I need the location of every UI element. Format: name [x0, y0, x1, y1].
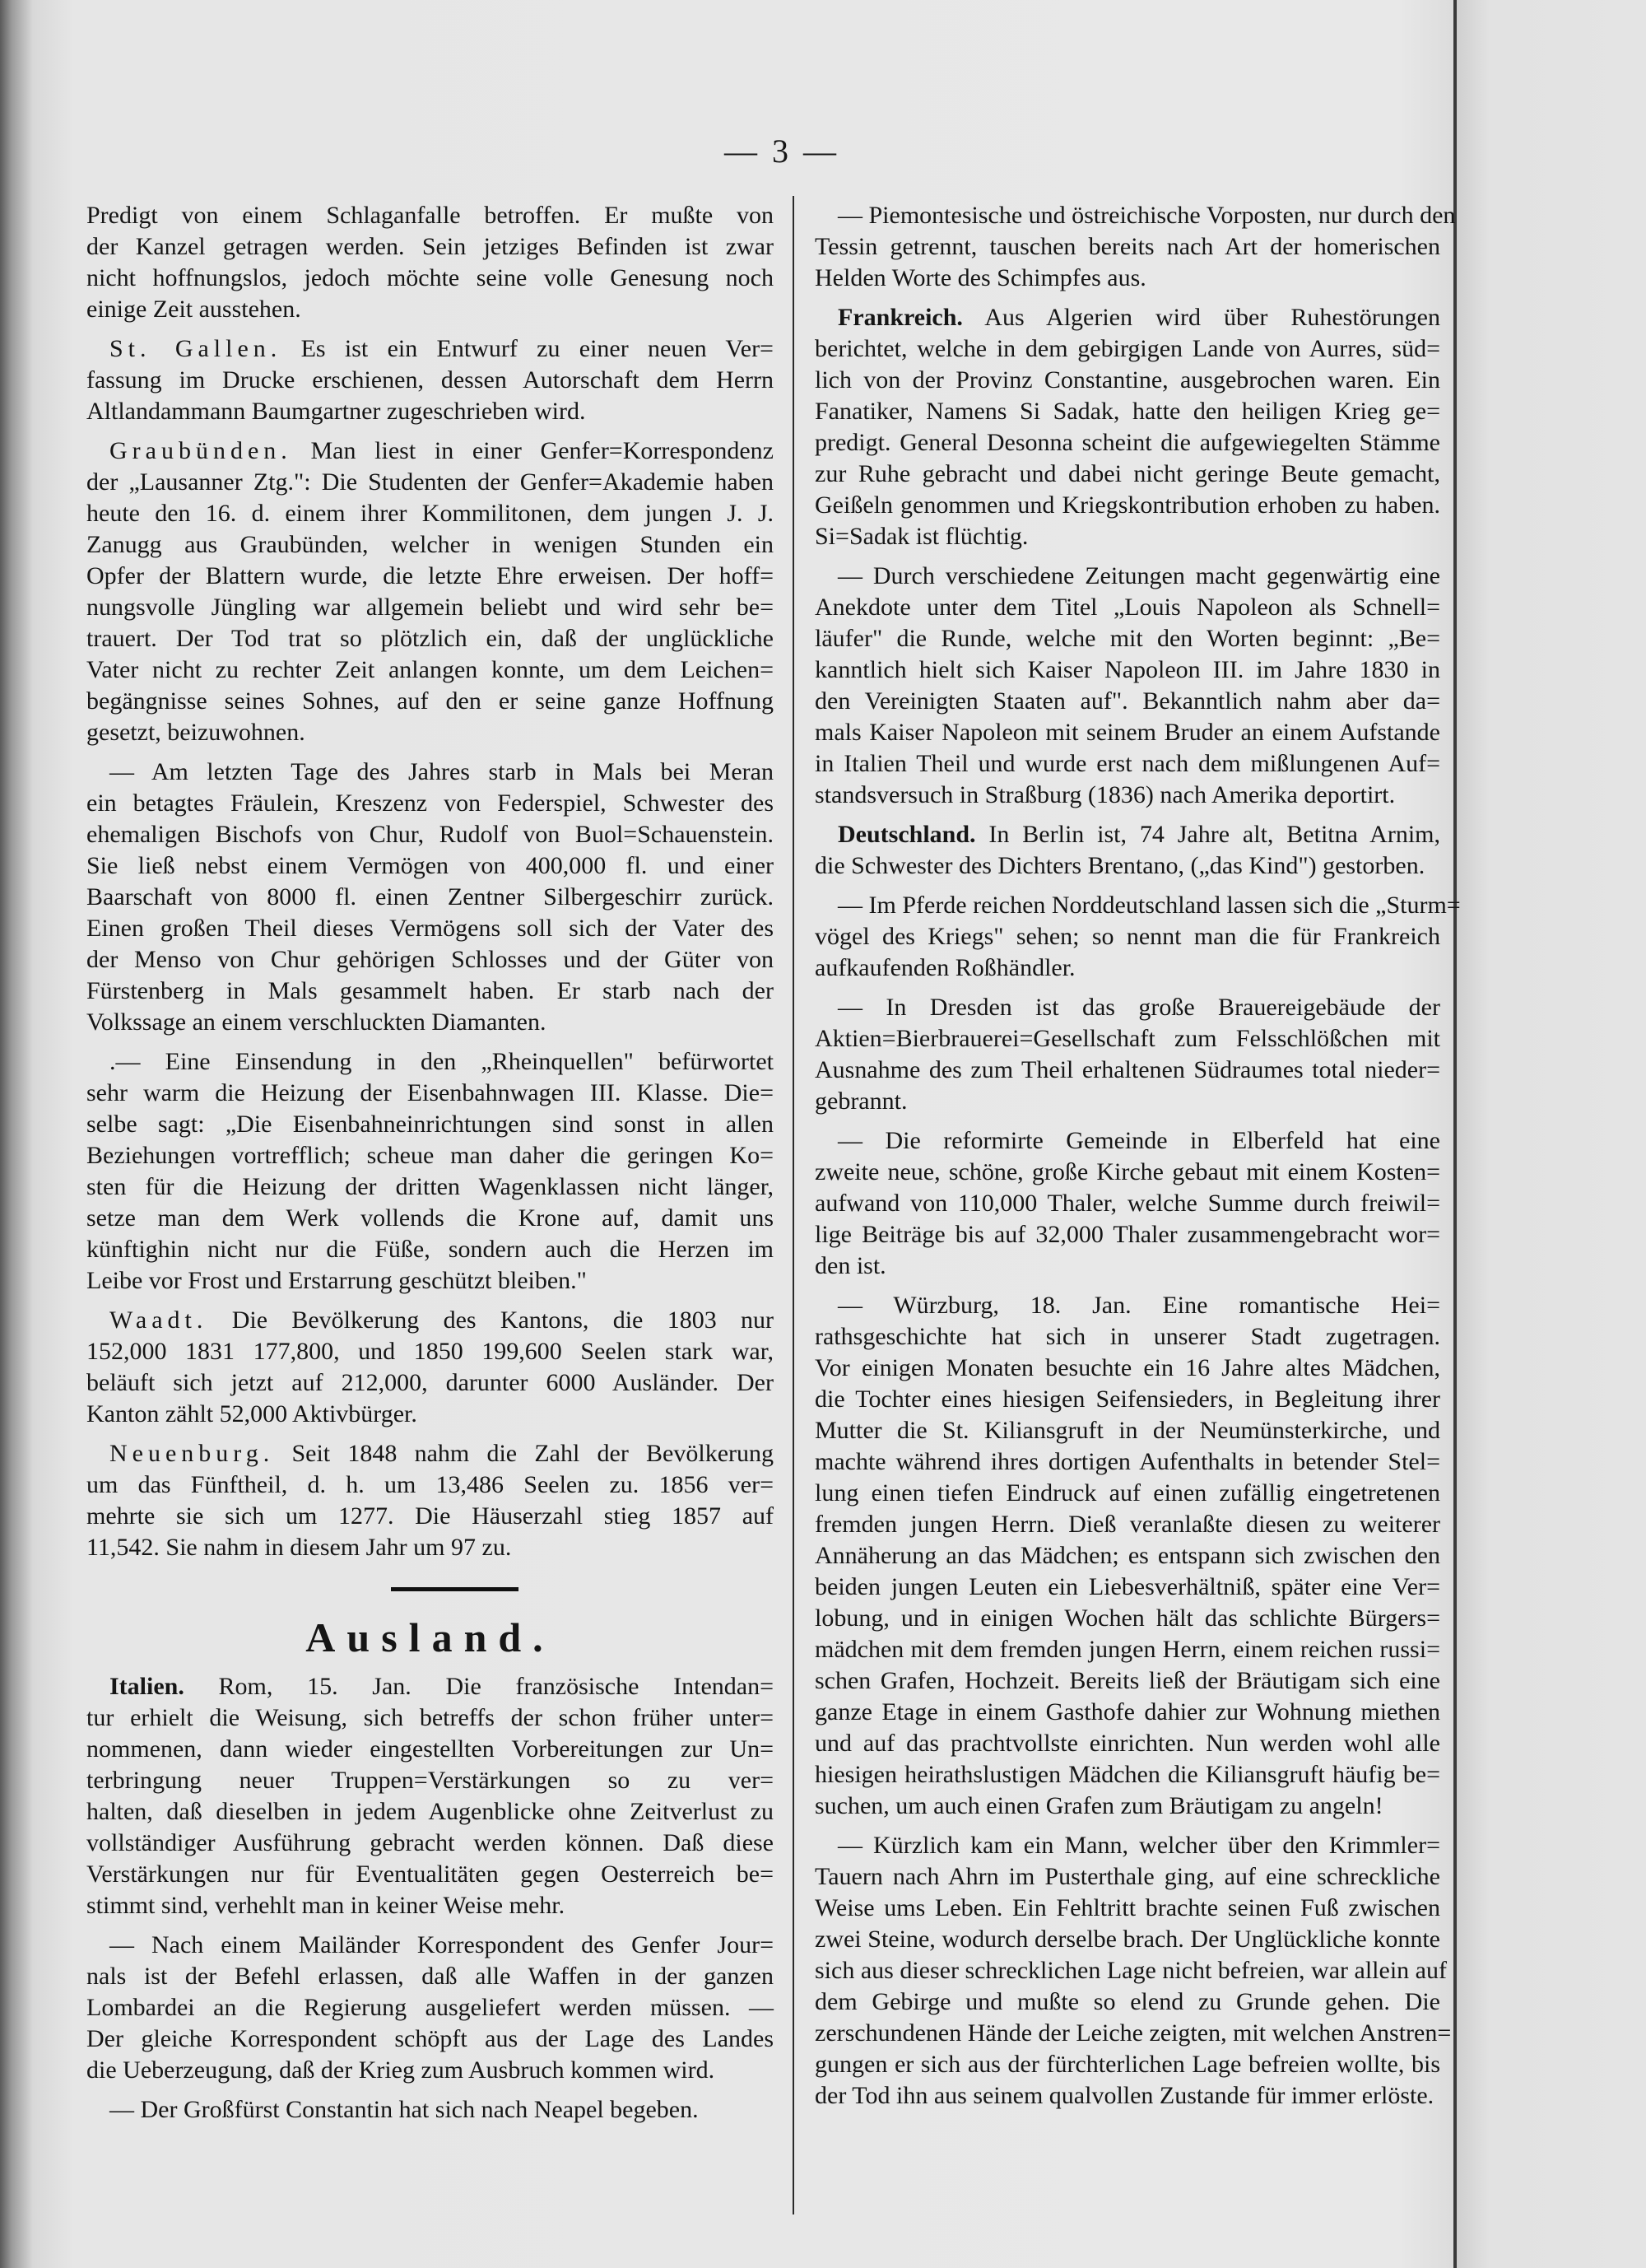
text-line [86, 1078, 774, 1109]
text-line [815, 490, 1440, 521]
text-line [815, 1665, 1440, 1697]
text-line [86, 882, 774, 913]
line-text: fremden jungen Herrn. Dieß veranlaßte diesen zu weiterer [815, 1511, 1440, 1538]
text-line [86, 1796, 774, 1828]
text-line [815, 1250, 1440, 1282]
line-text: künftighin nicht nur die Füße, sondern auch die Herzen im [86, 1236, 774, 1263]
text-line [815, 1321, 1440, 1353]
text-line [86, 263, 774, 294]
article-paragraph [86, 757, 774, 1038]
text-line [86, 717, 774, 748]
line-text: 11,542. Sie nahm in diesem Jahr um 97 zu. [86, 1534, 512, 1561]
line-text: gungen er sich aus der fürchterlichen Lage befreien wollte, bis [815, 2051, 1440, 2078]
line-text: um das Fünftheil, d. h. um 13,486 Seelen zu. 1856 ver= [86, 1471, 774, 1498]
article-paragraph [86, 1438, 774, 1563]
text-line [86, 333, 774, 365]
text-line [86, 561, 774, 592]
line-text: Sie ließ nebst einem Vermögen von 400,000 fl. und einer [86, 852, 774, 879]
line-text: beiden jungen Leuten ein Liebesverhältniß, später eine Ver= [815, 1573, 1440, 1600]
text-line [86, 1265, 774, 1297]
article-lead: Italien. [109, 1673, 184, 1700]
line-text: — Piemontesische und östreichische Vorposten, nur durch den [838, 202, 1456, 229]
line-text: den Vereinigten Staaten auf". Bekanntlich nahm aber da= [815, 687, 1440, 715]
article-paragraph [815, 200, 1456, 294]
article-paragraph [86, 1930, 774, 2086]
text-line [815, 2049, 1440, 2080]
text-line [86, 850, 774, 882]
text-line [86, 498, 774, 529]
text-line [815, 2080, 1440, 2112]
article-paragraph [815, 890, 1461, 984]
line-text: rathsgeschichte hat sich in unserer Stadt zugetragen. [815, 1323, 1440, 1350]
text-line [815, 1830, 1440, 1861]
text-line [86, 913, 774, 944]
line-text: Anekdote unter dem Titel „Louis Napoleon als Schnell= [815, 594, 1440, 621]
text-line [815, 1446, 1440, 1478]
line-text: Aus Algerien wird über Ruhestörungen [962, 304, 1440, 331]
line-text: gesetzt, beizuwohnen. [86, 719, 305, 746]
line-text: sten für die Heizung der dritten Wagenklassen nicht länger, [86, 1173, 774, 1200]
line-text: Vater nicht zu rechter Zeit anlangen konnte, um dem Leichen= [86, 656, 774, 683]
line-text: Opfer der Blattern wurde, die letzte Ehre erweisen. Der hoff= [86, 562, 774, 589]
line-text: standsversuch in Straßburg (1836) nach Amerika deportirt. [815, 781, 1396, 808]
line-text: Predigt von einem Schlaganfalle betroffen. Er mußte von [86, 202, 774, 229]
line-text: setze man dem Werk vollends die Krone auf, damit uns [86, 1204, 774, 1232]
article-paragraph [815, 561, 1440, 811]
line-text: — Kürzlich kam ein Mann, welcher über den Krimmler= [838, 1832, 1440, 1859]
line-text: vollständiger Ausführung gebracht werden können. Daß diese [86, 1829, 774, 1856]
text-line [86, 294, 774, 325]
line-text: fassung im Drucke erschienen, dessen Autorschaft dem Herrn [86, 366, 774, 394]
text-line [815, 1219, 1440, 1250]
article-paragraph [86, 333, 774, 427]
line-text: kanntlich hielt sich Kaiser Napoleon III. im Jahre 1830 in [815, 656, 1440, 683]
article-paragraph [86, 1671, 774, 1921]
article-paragraph [86, 435, 774, 748]
text-line [86, 1961, 774, 1992]
line-text: selbe sagt: „Die Eisenbahneinrichtungen sind sonst in allen [86, 1111, 774, 1138]
text-line [86, 1930, 774, 1961]
line-text: aufkaufenden Roßhändler. [815, 954, 1076, 981]
text-line [815, 1478, 1440, 1509]
line-text: zur Ruhe gebracht und dabei nicht geringe Beute gemacht, [815, 460, 1440, 487]
text-line [86, 1671, 774, 1702]
text-line [815, 992, 1440, 1023]
text-line [86, 1702, 774, 1734]
line-text: Fürstenberg in Mals gesammelt haben. Er starb nach der [86, 977, 774, 1004]
line-text: terbringung neuer Truppen=Verstärkungen so zu ver= [86, 1767, 774, 1794]
text-line [86, 1046, 774, 1078]
text-line [86, 1140, 774, 1171]
text-line [86, 1859, 774, 1890]
text-line [815, 890, 1461, 921]
text-line [86, 2094, 774, 2126]
line-text: — Würzburg, 18. Jan. Eine romantische Hei= [838, 1292, 1440, 1319]
line-text: Mutter die St. Kiliansgruft in der Neumünsterkirche, und [815, 1417, 1440, 1444]
line-text: Volkssage an einem verschluckten Diamanten. [86, 1008, 546, 1036]
text-line [86, 2024, 774, 2055]
text-line [815, 1759, 1440, 1791]
line-text: Fanatiker, Namens Si Sadak, hatte den heiligen Krieg ge= [815, 398, 1440, 425]
left-column-bottom [86, 1671, 774, 2134]
line-text: Rom, 15. Jan. Die französische Intendan= [184, 1673, 774, 1700]
line-text: ganze Etage in einem Gasthofe dahier zur Wohnung miethen [815, 1698, 1440, 1725]
line-text: — Am letzten Tage des Jahres starb in Mals bei Meran [109, 758, 774, 785]
line-text: Kanton zählt 52,000 Aktivbürger. [86, 1400, 417, 1427]
text-line [815, 1893, 1440, 1924]
right-column [815, 200, 1461, 2120]
line-text: sehr warm die Heizung der Eisenbahnwagen III. Klasse. Die= [86, 1079, 774, 1106]
line-text: 152,000 1831 177,800, und 1850 199,600 Seelen stark war, [86, 1338, 774, 1365]
line-text: — Der Großfürst Constantin hat sich nach Neapel begeben. [109, 2096, 699, 2123]
line-text: Geißeln genommen und Kriegskontribution erhoben zu haben. [815, 491, 1440, 519]
line-text: dem Gebirge und mußte so elend zu Grunde gehen. Die [815, 1988, 1440, 2015]
text-line [86, 1734, 774, 1765]
line-text: Seit 1848 nahm die Zahl der Bevölkerung [274, 1440, 774, 1467]
text-line [815, 1086, 1440, 1117]
line-text: — In Dresden ist das große Brauereigebäude der [838, 994, 1440, 1021]
text-line [815, 1603, 1440, 1634]
line-text: berichtet, welche in dem gebirgigen Lande von Aurres, süd= [815, 335, 1440, 362]
line-text: nicht hoffnungslos, jedoch möchte seine volle Genesung noch [86, 264, 774, 291]
text-line [815, 717, 1440, 748]
text-line [815, 1384, 1440, 1415]
article-lead: Waadt. [109, 1306, 208, 1334]
line-text: lich von der Provinz Constantine, ausgebrochen waren. Ein [815, 366, 1440, 394]
line-text: läufer" die Runde, welche mit den Worten beginnt: „Be= [815, 625, 1440, 652]
column-divider [793, 196, 794, 2214]
line-text: Die Bevölkerung des Kantons, die 1803 nur [207, 1306, 774, 1334]
text-line [815, 921, 1440, 952]
line-text: den ist. [815, 1252, 886, 1279]
text-line [86, 1234, 774, 1265]
text-line [86, 623, 774, 654]
text-line [815, 1157, 1440, 1188]
line-text: hiesigen heirathslustigen Mädchen die Kiliansgruft häufig be= [815, 1761, 1440, 1788]
text-line [86, 788, 774, 819]
section-separator [391, 1587, 518, 1591]
text-line [86, 686, 774, 717]
text-line [86, 1890, 774, 1921]
line-text: heute den 16. d. einem ihrer Kommilitonen, dem jungen J. J. [86, 500, 774, 527]
article-paragraph [815, 992, 1440, 1117]
text-line [86, 944, 774, 976]
text-line [86, 2055, 774, 2086]
article-lead: Graubünden. [109, 437, 292, 464]
line-text: Der gleiche Korrespondent schöpft aus der Lage des Landes [86, 2025, 774, 2052]
text-line [86, 1532, 774, 1563]
text-line [815, 1986, 1440, 2018]
article-lead: Neuenburg. [109, 1440, 275, 1467]
text-line [86, 396, 774, 427]
line-text: machte während ihres dortigen Aufenthalts in betender Stel= [815, 1448, 1440, 1475]
page-number: — 3 — [724, 133, 839, 170]
text-line [86, 1501, 774, 1532]
line-text: der Kanzel getragen werden. Sein jetziges Befinden ist zwar [86, 233, 774, 260]
text-line [815, 1055, 1440, 1086]
line-text: Helden Worte des Schimpfes aus. [815, 264, 1146, 291]
text-line [86, 1992, 774, 2024]
text-line [86, 654, 774, 686]
line-text: sich aus dieser schrecklichen Lage nicht befreien, war allein auf [815, 1957, 1447, 1984]
line-text: — Durch verschiedene Zeitungen macht gegenwärtig eine [838, 562, 1440, 589]
text-line [86, 1399, 774, 1430]
line-text: der Menso von Chur gehörigen Schlosses und der Güter von [86, 946, 774, 973]
line-text: schen Grafen, Hochzeit. Bereits ließ der Bräutigam sich eine [815, 1667, 1440, 1694]
text-line [815, 748, 1440, 780]
text-line [86, 529, 774, 561]
line-text: beläuft sich jetzt auf 212,000, darunter 6000 Ausländer. Der [86, 1369, 774, 1396]
text-line [815, 1861, 1440, 1893]
text-line [86, 819, 774, 850]
text-line [815, 263, 1440, 294]
text-line [815, 1023, 1440, 1055]
text-line [86, 757, 774, 788]
line-text: Weise ums Leben. Ein Fehltritt brachte seinen Fuß zwischen [815, 1894, 1440, 1921]
line-text: begängnisse seines Sohnes, auf den er seine ganze Hoffnung [86, 687, 774, 715]
line-text: Beziehungen vortrefflich; scheue man daher die geringen Ko= [86, 1142, 774, 1169]
line-text: lung einen tiefen Eindruck auf einen zufällig eingetretenen [815, 1479, 1440, 1507]
text-line [815, 952, 1440, 984]
text-line [815, 521, 1440, 552]
text-line [815, 1572, 1440, 1603]
article-paragraph [86, 1046, 774, 1297]
text-line [86, 1367, 774, 1399]
line-text: Ausnahme des zum Theil erhaltenen Südraumes total nieder= [815, 1056, 1440, 1083]
page-edge [1453, 0, 1457, 2268]
adjacent-page-margin [1457, 0, 1646, 2268]
line-text: suchen, um auch einen Grafen zum Bräutigam zu angeln! [815, 1792, 1383, 1819]
line-text: Si=Sadak ist flüchtig. [815, 523, 1029, 550]
line-text: Einen großen Theil dieses Vermögens soll sich der Vater des [86, 915, 774, 942]
line-text: — Die reformirte Gemeinde in Elberfeld hat eine [838, 1127, 1440, 1154]
article-paragraph [86, 2094, 774, 2126]
text-line [86, 365, 774, 396]
text-line [815, 200, 1456, 231]
line-text: Verstärkungen nur für Eventualitäten gegen Oesterreich be= [86, 1861, 774, 1888]
text-line [86, 1336, 774, 1367]
text-line [86, 1469, 774, 1501]
text-line [815, 1924, 1440, 1955]
text-line [815, 396, 1440, 427]
line-text: halten, daß dieselben in jedem Augenblicke ohne Zeitverlust zu [86, 1798, 774, 1825]
line-text: Leibe vor Frost und Erstarrung geschützt bleiben." [86, 1267, 587, 1294]
line-text: Vor einigen Monaten besuchte ein 16 Jahre altes Mädchen, [815, 1354, 1440, 1381]
text-line [815, 654, 1440, 686]
text-line [86, 435, 774, 467]
text-line [815, 561, 1440, 592]
text-line [815, 850, 1440, 882]
line-text: In Berlin ist, 74 Jahre alt, Betitna Arnim, [975, 821, 1440, 848]
line-text: Lombardei an die Regierung ausgeliefert werden müssen. — [86, 1994, 774, 2021]
article-paragraph [815, 1290, 1440, 1822]
text-line [86, 1203, 774, 1234]
text-line [815, 592, 1440, 623]
text-line [815, 1634, 1440, 1665]
text-line [815, 1415, 1440, 1446]
text-line [815, 1728, 1440, 1759]
line-text: ein betagtes Fräulein, Kreszenz von Federspiel, Schwester des [86, 789, 774, 817]
line-text: aufwand von 110,000 Thaler, welche Summe durch freiwil= [815, 1190, 1440, 1217]
text-line [815, 623, 1440, 654]
text-line [86, 1765, 774, 1796]
text-line [815, 1697, 1440, 1728]
article-paragraph [86, 1305, 774, 1430]
line-text: vögel des Kriegs" sehen; so nennt man die für Frankreich [815, 923, 1440, 950]
line-text: der Tod ihn aus seinem qualvollen Zustande für immer erlöste. [815, 2082, 1434, 2109]
line-text: lige Beiträge bis auf 32,000 Thaler zusammengebracht wor= [815, 1221, 1440, 1248]
line-text: Annäherung an das Mädchen; es entspann sich zwischen den [815, 1542, 1440, 1569]
line-text: mädchen mit dem fremden jungen Herrn, einem reichen russi= [815, 1636, 1440, 1663]
line-text: ehemaligen Bischofs von Chur, Rudolf von Buol=Schauenstein. [86, 821, 774, 848]
text-line [86, 592, 774, 623]
text-line [86, 976, 774, 1007]
section-heading: Ausland. [305, 1614, 555, 1660]
text-line [815, 1540, 1440, 1572]
line-text: tur erhielt die Weisung, sich betreffs der schon früher unter= [86, 1704, 774, 1731]
text-line [86, 1305, 774, 1336]
text-line [815, 365, 1440, 396]
line-text: predigt. General Desonna scheint die aufgewiegelten Stämme [815, 429, 1440, 456]
text-line [815, 333, 1440, 365]
text-line [86, 1171, 774, 1203]
line-text: zwei Steine, wodurch derselbe brach. Der Unglückliche konnte [815, 1926, 1440, 1953]
line-text: in Italien Theil und wurde erst nach dem mißlungenen Auf= [815, 750, 1440, 777]
text-line [815, 1955, 1447, 1986]
text-line [815, 1290, 1440, 1321]
text-line [815, 459, 1440, 490]
article-paragraph [815, 302, 1440, 552]
text-line [815, 1353, 1440, 1384]
line-text: die Ueberzeugung, daß der Krieg zum Ausbruch kommen wird. [86, 2056, 715, 2084]
text-line [86, 231, 774, 263]
text-line [86, 467, 774, 498]
line-text: — Nach einem Mailänder Korrespondent des Genfer Jour= [109, 1931, 774, 1958]
article-paragraph [86, 200, 774, 325]
line-text: mals Kaiser Napoleon mit seinem Bruder an einem Aufstande [815, 719, 1440, 746]
text-line [86, 1109, 774, 1140]
line-text: Es ist ein Entwurf zu einer neuen Ver= [281, 335, 774, 362]
line-text: — Im Pferde reichen Norddeutschland lassen sich die „Sturm= [838, 892, 1461, 919]
article-lead: Frankreich. [838, 304, 963, 331]
line-text: die Schwester des Dichters Brentano, („das Kind") gestorben. [815, 852, 1425, 879]
text-line [815, 1188, 1440, 1219]
text-line [815, 302, 1440, 333]
line-text: Tauern nach Ahrn im Pusterthale ging, auf eine schreckliche [815, 1863, 1440, 1890]
line-text: nungsvolle Jüngling war allgemein beliebt und wird sehr be= [86, 594, 774, 621]
article-paragraph [815, 819, 1440, 882]
article-paragraph [815, 1830, 1452, 2112]
text-line [86, 200, 774, 231]
line-text: Aktien=Bierbrauerei=Gesellschaft zum Felsschlößchen mit [815, 1025, 1440, 1052]
line-text: die Tochter eines hiesigen Seifensieders, in Begleitung ihrer [815, 1385, 1440, 1413]
line-text: zweite neue, schöne, große Kirche gebaut mit einem Kosten= [815, 1158, 1440, 1185]
line-text: Altlandammann Baumgartner zugeschrieben wird. [86, 398, 586, 425]
line-text: lobung, und in einigen Wochen hält das schlichte Bürgers= [815, 1604, 1440, 1632]
text-line [815, 2018, 1452, 2049]
left-column-top [86, 200, 774, 1572]
text-line [86, 1828, 774, 1859]
line-text: nals ist der Befehl erlassen, daß alle Waffen in der ganzen [86, 1963, 774, 1990]
article-lead: St. Gallen. [109, 335, 282, 362]
text-line [815, 427, 1440, 459]
text-line [815, 1791, 1440, 1822]
line-text: stimmt sind, verhehlt man in keiner Weise mehr. [86, 1892, 565, 1919]
text-line [815, 819, 1440, 850]
article-paragraph [815, 1125, 1440, 1282]
line-text: trauert. Der Tod trat so plötzlich ein, daß der unglückliche [86, 625, 774, 652]
text-line [86, 1438, 774, 1469]
line-text: Baarschaft von 8000 fl. einen Zentner Silbergeschirr zurück. [86, 883, 774, 910]
line-text: mehrte sie sich um 1277. Die Häuserzahl stieg 1857 auf [86, 1502, 774, 1530]
line-text: Tessin getrennt, tauschen bereits nach Art der homerischen [815, 233, 1440, 260]
line-text: einige Zeit ausstehen. [86, 296, 301, 323]
line-text: Man liest in einer Genfer=Korrespondenz [291, 437, 774, 464]
text-line [86, 1007, 774, 1038]
article-lead: Deutschland. [838, 821, 976, 848]
line-text: gebrannt. [815, 1087, 908, 1115]
line-text: Zanugg aus Graubünden, welcher in wenigen Stunden ein [86, 531, 774, 558]
line-text: .— Eine Einsendung in den „Rheinquellen" befürwortet [109, 1048, 774, 1075]
text-line [815, 1125, 1440, 1157]
line-text: zerschundenen Hände der Leiche zeigten, mit welchen Anstren= [815, 2019, 1452, 2047]
line-text: nommenen, dann wieder eingestellten Vorbereitungen zur Un= [86, 1735, 774, 1763]
text-line [815, 686, 1440, 717]
line-text: der „Lausanner Ztg.": Die Studenten der Genfer=Akademie haben [86, 468, 774, 496]
text-line [815, 231, 1440, 263]
line-text: und auf das prachtvollste einrichten. Nun werden wohl alle [815, 1730, 1440, 1757]
text-line [815, 780, 1440, 811]
text-line [815, 1509, 1440, 1540]
